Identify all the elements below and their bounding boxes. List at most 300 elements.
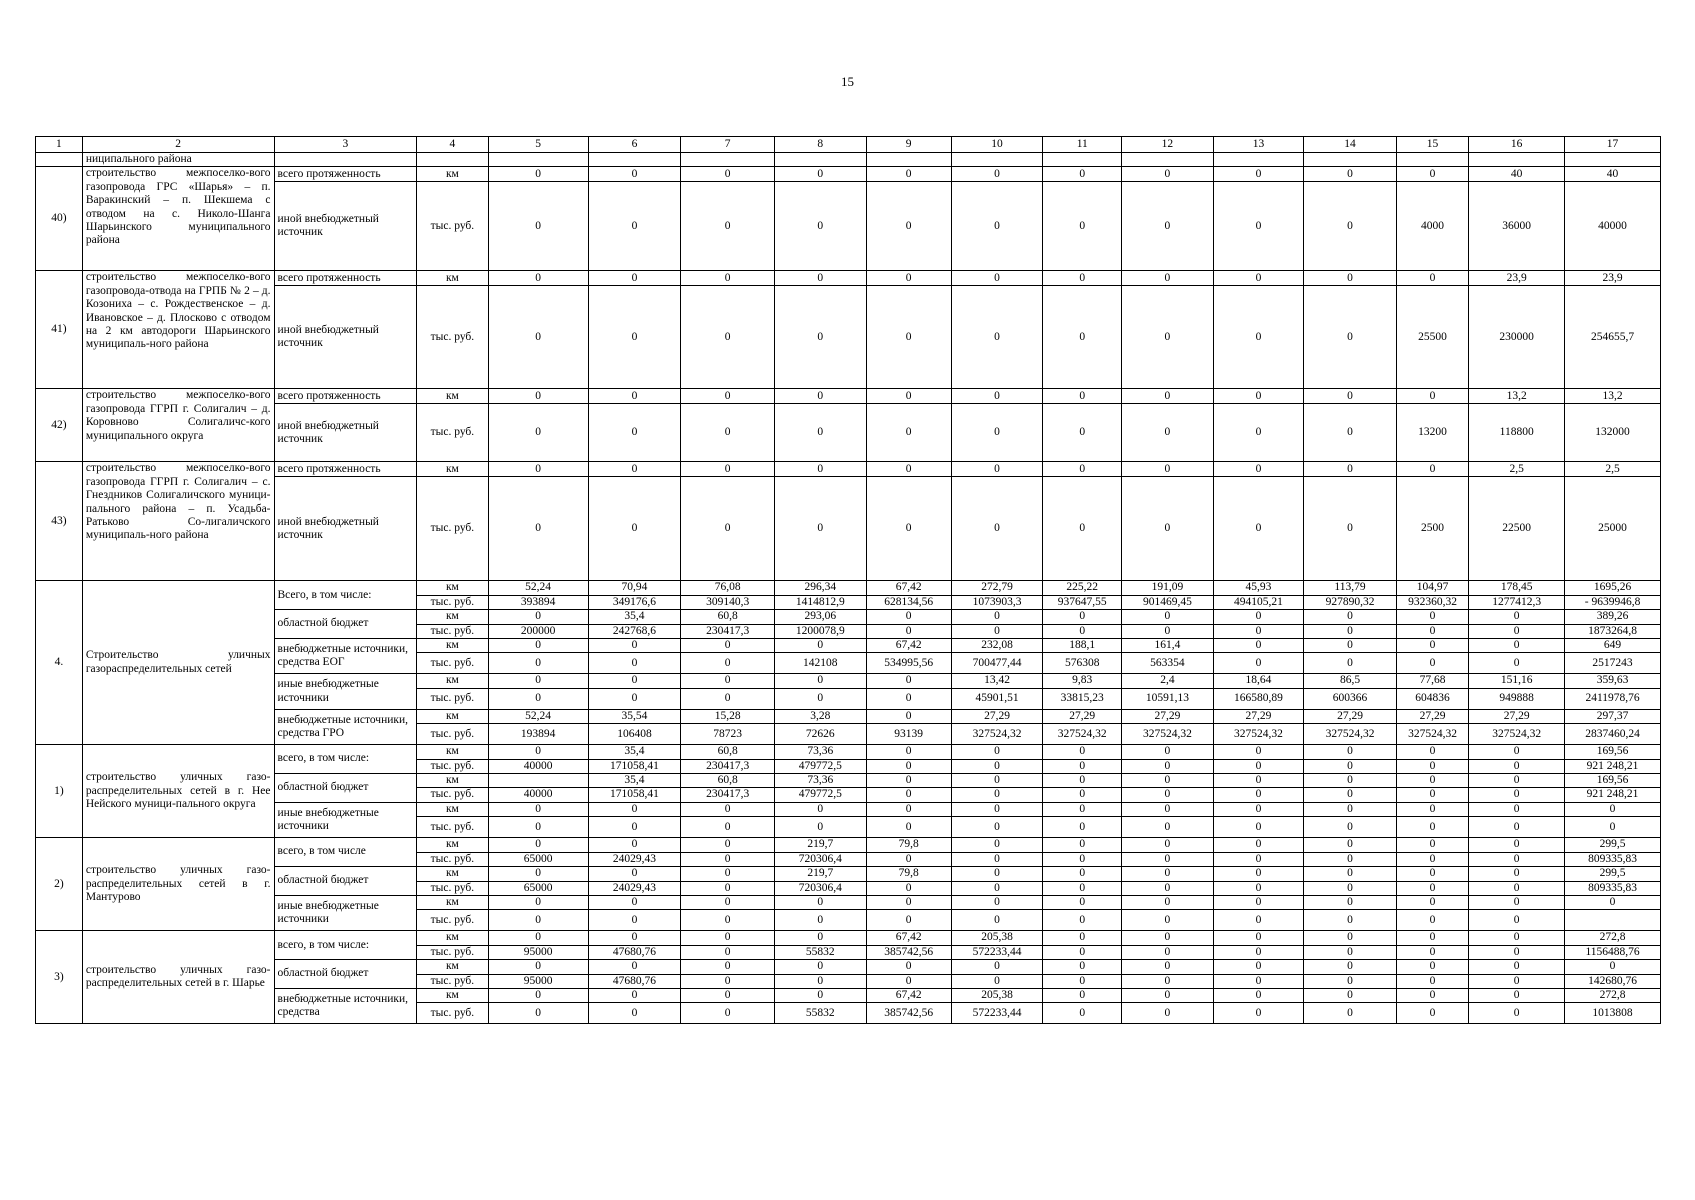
value-cell: 0 <box>866 462 951 477</box>
value-cell: 142680,76 <box>1565 974 1661 988</box>
section-row <box>36 610 1661 624</box>
funding-source-label: областной бюджет <box>274 774 417 803</box>
value-cell: 0 <box>488 286 588 389</box>
value-cell: 0 <box>1469 974 1565 988</box>
value-cell: 2517243 <box>1565 653 1661 674</box>
value-cell: 60,8 <box>681 610 775 624</box>
value-cell: 0 <box>488 838 588 852</box>
value-cell: 0 <box>866 974 951 988</box>
value-cell: 0 <box>1304 462 1397 477</box>
value-cell: 0 <box>681 910 775 931</box>
value-cell: 0 <box>488 674 588 688</box>
value-cell: 0 <box>774 389 866 404</box>
value-cell: 78723 <box>681 724 775 745</box>
empty-cell <box>681 153 775 167</box>
value-cell: 0 <box>866 802 951 816</box>
value-cell: 0 <box>951 745 1043 759</box>
value-cell: 0 <box>1122 477 1214 581</box>
value-cell: 23,9 <box>1565 271 1661 286</box>
value-cell: 219,7 <box>774 867 866 881</box>
value-cell: 0 <box>1396 838 1468 852</box>
value-cell: 0 <box>1469 895 1565 909</box>
value-cell: 0 <box>681 167 775 182</box>
section-row <box>36 674 1661 688</box>
unit-cell: тыс. руб. <box>417 653 488 674</box>
section-row <box>36 802 1661 816</box>
value-cell: 0 <box>1122 910 1214 931</box>
value-cell: 494105,21 <box>1213 595 1304 609</box>
value-cell: 113,79 <box>1304 581 1397 595</box>
value-cell: 24029,43 <box>588 881 681 895</box>
value-cell: 0 <box>1213 802 1304 816</box>
value-cell: 359,63 <box>1565 674 1661 688</box>
empty-cell <box>36 153 83 167</box>
project-number: 42) <box>36 389 83 462</box>
value-cell: 0 <box>1122 852 1214 866</box>
value-cell: 205,38 <box>951 931 1043 945</box>
value-cell: 1073903,3 <box>951 595 1043 609</box>
value-cell: 0 <box>951 838 1043 852</box>
value-cell: 0 <box>866 167 951 182</box>
value-cell: 0 <box>1396 653 1468 674</box>
value-cell: 0 <box>1122 167 1214 182</box>
column-number: 1 <box>36 137 83 153</box>
value-cell: 0 <box>1304 639 1397 653</box>
value-cell: 0 <box>1213 960 1304 974</box>
value-cell: 0 <box>488 639 588 653</box>
column-number: 3 <box>274 137 417 153</box>
value-cell: 2837460,24 <box>1565 724 1661 745</box>
value-cell: 0 <box>1396 610 1468 624</box>
empty-cell <box>417 153 488 167</box>
value-cell: 272,8 <box>1565 988 1661 1002</box>
value-cell: 0 <box>774 167 866 182</box>
funding-source-label: областной бюджет <box>274 960 417 989</box>
value-cell: 0 <box>588 988 681 1002</box>
value-cell: 327524,32 <box>1213 724 1304 745</box>
value-cell: 27,29 <box>1122 709 1214 723</box>
value-cell: 47680,76 <box>588 974 681 988</box>
project-number: 40) <box>36 167 83 271</box>
value-cell: 0 <box>1304 167 1397 182</box>
unit-cell: тыс. руб. <box>417 910 488 931</box>
value-cell: 0 <box>1469 838 1565 852</box>
value-cell: 921 248,21 <box>1565 759 1661 773</box>
value-cell: 0 <box>1122 817 1214 838</box>
value-cell: 0 <box>1043 477 1122 581</box>
value-cell: 479772,5 <box>774 788 866 802</box>
value-cell: 0 <box>866 404 951 462</box>
unit-cell: км <box>417 838 488 852</box>
value-cell: 0 <box>1043 610 1122 624</box>
value-cell: 937647,55 <box>1043 595 1122 609</box>
empty-cell <box>1122 153 1214 167</box>
value-cell: 534995,56 <box>866 653 951 674</box>
value-cell: 0 <box>866 610 951 624</box>
project-name: строительство межпоселко-вого газопровода ГГРП г. Солигалич – с. Гнездников Солигаличского муници-пального района – п. Усадьба-Ратьково Со-лигаличского муниципаль-ного района <box>82 462 274 581</box>
value-cell: 272,8 <box>1565 931 1661 945</box>
value-cell: 0 <box>1213 788 1304 802</box>
value-cell: 2,4 <box>1122 674 1214 688</box>
unit-cell: км <box>417 462 488 477</box>
value-cell: 327524,32 <box>1043 724 1122 745</box>
value-cell: 95000 <box>488 945 588 959</box>
value-cell: 297,37 <box>1565 709 1661 723</box>
value-cell: 349176,6 <box>588 595 681 609</box>
value-cell: 0 <box>1122 838 1214 852</box>
value-cell: 0 <box>1396 988 1468 1002</box>
value-cell: 25500 <box>1396 286 1468 389</box>
project-row <box>36 167 1661 182</box>
value-cell: 0 <box>1213 759 1304 773</box>
indicator-label: иной внебюджетный источник <box>274 286 417 389</box>
value-cell: 0 <box>1304 745 1397 759</box>
unit-cell: тыс. руб. <box>417 404 488 462</box>
value-cell: 0 <box>866 688 951 709</box>
value-cell: 0 <box>488 910 588 931</box>
empty-cell <box>866 153 951 167</box>
value-cell: 0 <box>951 271 1043 286</box>
value-cell: 0 <box>1122 182 1214 271</box>
column-number: 7 <box>681 137 775 153</box>
project-name: строительство межпоселко-вого газопровода-отвода на ГРПБ № 2 – д. Козониха – с. Рождественское – д. Ивановское – д. Плосково с отводом на 2 км автодороги Шарьинского муниципаль-ного района <box>82 271 274 389</box>
value-cell: 0 <box>1213 167 1304 182</box>
value-cell: 0 <box>1396 462 1468 477</box>
value-cell: 0 <box>488 182 588 271</box>
empty-cell <box>774 153 866 167</box>
value-cell: 0 <box>1469 624 1565 638</box>
value-cell: 0 <box>951 624 1043 638</box>
value-cell: 0 <box>866 745 951 759</box>
value-cell: 142108 <box>774 653 866 674</box>
value-cell: 0 <box>1396 774 1468 788</box>
unit-cell: тыс. руб. <box>417 945 488 959</box>
value-cell: 13,42 <box>951 674 1043 688</box>
value-cell: 0 <box>1122 404 1214 462</box>
value-cell: 0 <box>1213 817 1304 838</box>
section-row <box>36 639 1661 653</box>
value-cell: 33815,23 <box>1043 688 1122 709</box>
value-cell: 60,8 <box>681 745 775 759</box>
unit-cell: км <box>417 774 488 788</box>
value-cell: 0 <box>1304 624 1397 638</box>
value-cell: 0 <box>1213 477 1304 581</box>
value-cell: 169,56 <box>1565 745 1661 759</box>
value-cell: 293,06 <box>774 610 866 624</box>
value-cell: 0 <box>488 745 588 759</box>
value-cell: 0 <box>488 167 588 182</box>
value-cell: 0 <box>681 817 775 838</box>
section-number: 3) <box>36 931 83 1024</box>
value-cell: 0 <box>1122 895 1214 909</box>
value-cell: 0 <box>774 960 866 974</box>
value-cell: 254655,7 <box>1565 286 1661 389</box>
value-cell: 0 <box>774 477 866 581</box>
unit-cell: км <box>417 867 488 881</box>
column-number-row <box>36 137 1661 153</box>
value-cell: 242768,6 <box>588 624 681 638</box>
value-cell: 0 <box>1043 881 1122 895</box>
value-cell: 0 <box>681 271 775 286</box>
value-cell: 0 <box>1043 802 1122 816</box>
section-row <box>36 960 1661 974</box>
value-cell: 35,54 <box>588 709 681 723</box>
value-cell: 0 <box>1469 867 1565 881</box>
value-cell: 0 <box>1122 462 1214 477</box>
value-cell: 0 <box>1213 462 1304 477</box>
value-cell: 45901,51 <box>951 688 1043 709</box>
section-number: 2) <box>36 838 83 931</box>
value-cell: 0 <box>1396 389 1468 404</box>
value-cell: 720306,4 <box>774 881 866 895</box>
value-cell: 0 <box>866 910 951 931</box>
value-cell: 2,5 <box>1469 462 1565 477</box>
value-cell: 0 <box>951 817 1043 838</box>
value-cell: 200000 <box>488 624 588 638</box>
value-cell: 479772,5 <box>774 759 866 773</box>
value-cell: 2500 <box>1396 477 1468 581</box>
value-cell: 13200 <box>1396 404 1468 462</box>
unit-cell: тыс. руб. <box>417 724 488 745</box>
value-cell: 309140,3 <box>681 595 775 609</box>
value-cell: 0 <box>1043 974 1122 988</box>
continuation-text: ниципального района <box>82 153 274 167</box>
value-cell: 0 <box>774 639 866 653</box>
value-cell: 161,4 <box>1122 639 1214 653</box>
value-cell: 67,42 <box>866 931 951 945</box>
unit-cell: км <box>417 610 488 624</box>
value-cell: 1200078,9 <box>774 624 866 638</box>
value-cell: 0 <box>588 931 681 945</box>
value-cell: 60,8 <box>681 774 775 788</box>
value-cell: 720306,4 <box>774 852 866 866</box>
value-cell: 25000 <box>1565 477 1661 581</box>
value-cell: 0 <box>951 788 1043 802</box>
value-cell: 106408 <box>588 724 681 745</box>
empty-cell <box>1213 153 1304 167</box>
value-cell: 0 <box>1213 404 1304 462</box>
value-cell: 93139 <box>866 724 951 745</box>
funding-source-label: внебюджетные источники, средства ЕОГ <box>274 639 417 674</box>
value-cell: 22500 <box>1469 477 1565 581</box>
value-cell: 230000 <box>1469 286 1565 389</box>
unit-cell: км <box>417 389 488 404</box>
funding-source-label: областной бюджет <box>274 610 417 639</box>
value-cell: 27,29 <box>1469 709 1565 723</box>
value-cell: 0 <box>1396 639 1468 653</box>
unit-cell: км <box>417 674 488 688</box>
value-cell: 0 <box>488 960 588 974</box>
value-cell: 0 <box>951 802 1043 816</box>
value-cell: 0 <box>1213 881 1304 895</box>
value-cell: 628134,56 <box>866 595 951 609</box>
column-number: 17 <box>1565 137 1661 153</box>
indicator-label: всего протяженность <box>274 389 417 404</box>
value-cell: 40000 <box>488 759 588 773</box>
value-cell: 0 <box>1304 910 1397 931</box>
value-cell: 0 <box>1469 910 1565 931</box>
value-cell: 0 <box>1213 974 1304 988</box>
page-number: 15 <box>841 74 854 89</box>
unit-cell: тыс. руб. <box>417 759 488 773</box>
section-name: строительство уличных газо-распределительных сетей в г. Нее Нейского муници-пального округа <box>82 745 274 838</box>
value-cell: 0 <box>1304 838 1397 852</box>
value-cell: 0 <box>488 1003 588 1024</box>
value-cell: 0 <box>1122 988 1214 1002</box>
value-cell: 18,64 <box>1213 674 1304 688</box>
value-cell: 0 <box>1469 788 1565 802</box>
value-cell: 230417,3 <box>681 759 775 773</box>
value-cell: 104,97 <box>1396 581 1468 595</box>
value-cell: 0 <box>488 653 588 674</box>
value-cell: 225,22 <box>1043 581 1122 595</box>
value-cell: 0 <box>588 271 681 286</box>
value-cell: 0 <box>681 974 775 988</box>
value-cell: 0 <box>588 167 681 182</box>
value-cell: 0 <box>866 852 951 866</box>
funding-source-label: всего, в том числе <box>274 838 417 867</box>
value-cell: 0 <box>1304 1003 1397 1024</box>
value-cell <box>488 774 588 788</box>
value-cell: 3,28 <box>774 709 866 723</box>
value-cell: 0 <box>1304 852 1397 866</box>
value-cell: 0 <box>1043 960 1122 974</box>
empty-cell <box>1396 153 1468 167</box>
value-cell: 932360,32 <box>1396 595 1468 609</box>
value-cell: 0 <box>681 852 775 866</box>
value-cell: 55832 <box>774 945 866 959</box>
value-cell: 79,8 <box>866 838 951 852</box>
value-cell: 0 <box>1396 931 1468 945</box>
value-cell: 385742,56 <box>866 1003 951 1024</box>
value-cell: 0 <box>774 286 866 389</box>
value-cell: 0 <box>588 838 681 852</box>
value-cell: 385742,56 <box>866 945 951 959</box>
unit-cell: км <box>417 931 488 945</box>
value-cell: 0 <box>1043 462 1122 477</box>
section-row <box>36 988 1661 1002</box>
value-cell: 232,08 <box>951 639 1043 653</box>
value-cell: 0 <box>1122 286 1214 389</box>
value-cell: 0 <box>1304 404 1397 462</box>
value-cell: 0 <box>1213 639 1304 653</box>
value-cell: 0 <box>774 817 866 838</box>
value-cell: 0 <box>1396 817 1468 838</box>
value-cell: 86,5 <box>1304 674 1397 688</box>
column-number: 14 <box>1304 137 1397 153</box>
value-cell: 0 <box>951 182 1043 271</box>
value-cell: 272,79 <box>951 581 1043 595</box>
section-row <box>36 581 1661 595</box>
value-cell: 0 <box>681 404 775 462</box>
project-row <box>36 389 1661 404</box>
value-cell: 0 <box>1304 895 1397 909</box>
value-cell: 0 <box>1122 974 1214 988</box>
value-cell: 230417,3 <box>681 624 775 638</box>
value-cell: 230417,3 <box>681 788 775 802</box>
value-cell: 0 <box>588 477 681 581</box>
value-cell: 0 <box>1396 881 1468 895</box>
empty-cell <box>1304 153 1397 167</box>
value-cell: 0 <box>1213 988 1304 1002</box>
value-cell: 193894 <box>488 724 588 745</box>
value-cell: 0 <box>774 182 866 271</box>
value-cell: 0 <box>588 688 681 709</box>
project-row <box>36 404 1661 462</box>
column-number: 11 <box>1043 137 1122 153</box>
value-cell: 0 <box>951 881 1043 895</box>
value-cell: 0 <box>866 477 951 581</box>
value-cell: 27,29 <box>1043 709 1122 723</box>
value-cell: 0 <box>1469 931 1565 945</box>
value-cell: 171058,41 <box>588 759 681 773</box>
value-cell: 0 <box>1043 852 1122 866</box>
project-number: 43) <box>36 462 83 581</box>
value-cell: 0 <box>588 182 681 271</box>
value-cell: 55832 <box>774 1003 866 1024</box>
value-cell: 0 <box>1565 960 1661 974</box>
value-cell: 0 <box>488 389 588 404</box>
unit-cell: км <box>417 581 488 595</box>
value-cell: 0 <box>1469 774 1565 788</box>
value-cell: 0 <box>1043 774 1122 788</box>
value-cell: 0 <box>681 674 775 688</box>
value-cell: 0 <box>1469 852 1565 866</box>
value-cell: 0 <box>588 802 681 816</box>
value-cell: 0 <box>1396 895 1468 909</box>
value-cell: 0 <box>681 931 775 945</box>
value-cell: 169,56 <box>1565 774 1661 788</box>
value-cell: 15,28 <box>681 709 775 723</box>
column-number: 5 <box>488 137 588 153</box>
value-cell: 0 <box>1213 945 1304 959</box>
value-cell: 809335,83 <box>1565 852 1661 866</box>
value-cell: 0 <box>951 910 1043 931</box>
value-cell: 0 <box>1043 867 1122 881</box>
value-cell: 1277412,3 <box>1469 595 1565 609</box>
column-number: 4 <box>417 137 488 153</box>
value-cell: 0 <box>1043 271 1122 286</box>
value-cell: 327524,32 <box>951 724 1043 745</box>
value-cell: 72626 <box>774 724 866 745</box>
value-cell: 0 <box>1396 745 1468 759</box>
value-cell: 0 <box>1122 960 1214 974</box>
value-cell: 0 <box>488 271 588 286</box>
indicator-label: всего протяженность <box>274 271 417 286</box>
unit-cell: тыс. руб. <box>417 817 488 838</box>
value-cell: 52,24 <box>488 581 588 595</box>
value-cell: 0 <box>1043 910 1122 931</box>
value-cell: 0 <box>951 389 1043 404</box>
value-cell: 0 <box>1565 817 1661 838</box>
value-cell: 0 <box>774 462 866 477</box>
value-cell: 0 <box>1122 931 1214 945</box>
value-cell: 0 <box>1122 1003 1214 1024</box>
value-cell: 0 <box>1396 852 1468 866</box>
value-cell: 393894 <box>488 595 588 609</box>
value-cell: 0 <box>588 817 681 838</box>
value-cell: 0 <box>681 389 775 404</box>
value-cell: 0 <box>1122 867 1214 881</box>
value-cell: 0 <box>866 960 951 974</box>
value-cell: 0 <box>1469 945 1565 959</box>
project-number: 41) <box>36 271 83 389</box>
value-cell: 0 <box>1469 881 1565 895</box>
column-number: 16 <box>1469 137 1565 153</box>
column-number: 10 <box>951 137 1043 153</box>
unit-cell: км <box>417 745 488 759</box>
value-cell: 0 <box>1469 1003 1565 1024</box>
